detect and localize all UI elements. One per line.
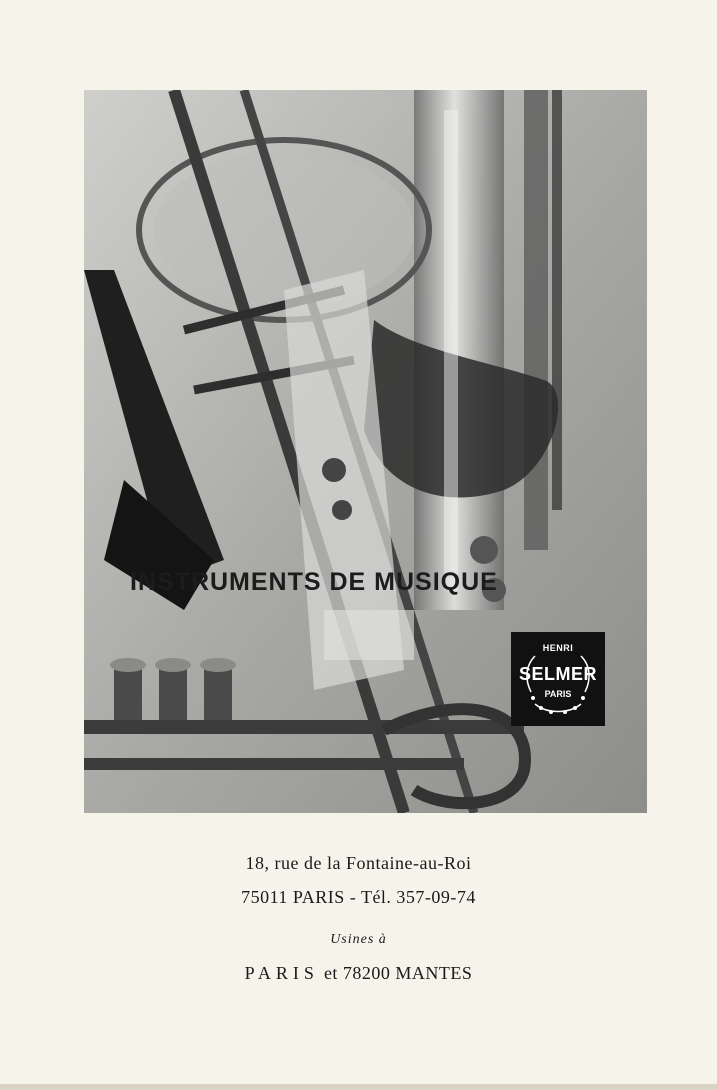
henri-selmer-logo	[511, 632, 605, 726]
factory-locations	[0, 963, 717, 984]
logo-henri-text: HENRI	[542, 643, 574, 653]
headline: INSTRUMENTS DE MUSIQUE	[130, 568, 498, 596]
page-bottom-edge	[0, 1084, 717, 1090]
instruments-photo	[84, 90, 647, 813]
factory-location-mantes: et 78200 MANTES	[323, 963, 473, 983]
factories-label: Usines à	[330, 932, 387, 947]
street-address: 18, rue de la Fontaine-au-Roi	[245, 853, 472, 873]
logo-selmer-text: SELMER	[518, 664, 597, 684]
city-phone-line: 75011 PARIS - Tél. 357-09-74	[241, 887, 476, 907]
logo-paris-text: PARIS	[544, 689, 572, 699]
factory-location-paris: PARIS	[244, 963, 319, 983]
